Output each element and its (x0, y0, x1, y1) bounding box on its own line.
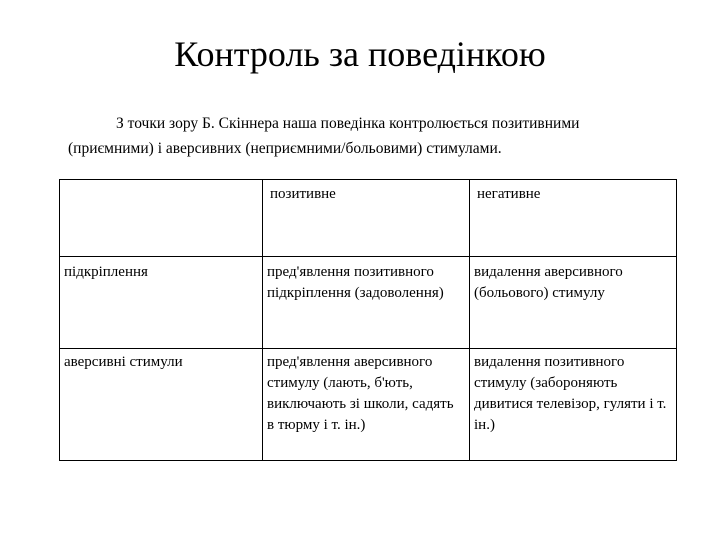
cell-reinforcement-positive: пред'явлення позитивного підкріплення (задоволення) (263, 257, 470, 349)
cell-aversive-negative: видалення позитивного стимулу (забороняють дивитися телевізор, гуляти і т. ін.) (470, 349, 677, 461)
intro-line-2: (приємними) і аверсивних (неприємними/больовими) стимулами. (68, 140, 502, 157)
reinforcement-table (59, 179, 677, 461)
intro-paragraph (68, 111, 668, 161)
row-label-reinforcement: підкріплення (60, 257, 263, 349)
table-row (60, 349, 677, 461)
intro-line-1: З точки зору Б. Скіннера наша поведінка контролюється позитивними (116, 115, 580, 132)
slide-title: Контроль за поведінкою (174, 34, 546, 74)
cell-reinforcement-negative: видалення аверсивного (больового) стимулу (470, 257, 677, 349)
table-row (60, 257, 677, 349)
header-positive: позитивне (263, 180, 470, 257)
header-empty-cell (60, 180, 263, 257)
table-header-row (60, 180, 677, 257)
header-negative: негативне (470, 180, 677, 257)
cell-aversive-positive: пред'явлення аверсивного стимулу (лають, б'ють, виключають зі школи, садять в тюрму і т. ін.) (263, 349, 470, 461)
row-label-aversive: аверсивні стимули (60, 349, 263, 461)
